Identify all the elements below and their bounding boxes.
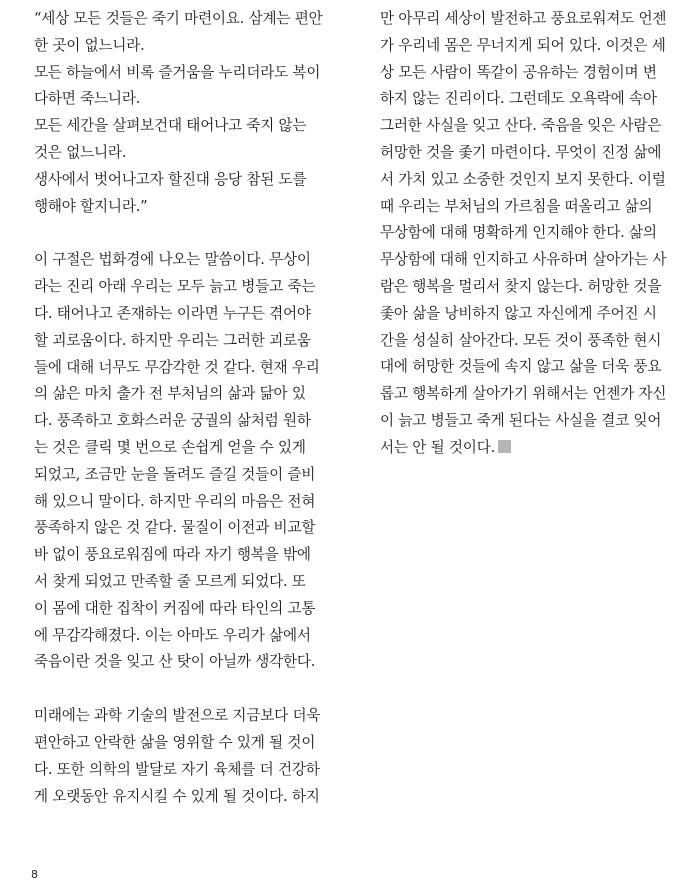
text-line: 되었고, 조금만 눈을 돌려도 즐길 것들이 즐비 [34,465,316,483]
text-line: 는 것은 클릭 몇 번으로 손쉽게 얻을 수 있게 [34,438,306,456]
text-line: 이 구절은 법화경에 나오는 말씀이다. 무상이 [34,251,311,269]
text-line: 허망한 것을 좇기 마련이다. 무엇이 진정 삶에 [380,143,662,161]
text-line: 가 우리네 몸은 무너지게 되어 있다. 이것은 세 [380,36,666,54]
text-line: 람은 행복을 멀리서 찾지 않는다. 허망한 것을 [380,277,662,295]
text-line: 해 있으니 말이다. 하지만 우리의 마음은 전혀 [34,492,316,510]
right-text-column [380,6,674,462]
text-line: 것은 없느니라. [34,143,127,161]
text-line: 모든 하늘에서 비록 즐거움을 누리더라도 복이 [34,63,321,81]
text-line: 간을 성실히 살아간다. 모든 것이 풍족한 현시 [380,331,662,349]
text-line: 라는 진리 아래 우리는 모두 늙고 병들고 죽는 [34,278,316,296]
text-line: 미래에는 과학 기술의 발전으로 지금보다 더욱 [34,707,321,725]
text-line: 게 오랫동안 유지시킬 수 있게 될 것이다. 하지 [34,787,320,805]
text-line: 편안하고 안락한 삶을 영위할 수 있게 될 것이 [34,733,316,751]
text-line: 행해야 할지니라.” [34,197,148,215]
text-line: 의 삶은 마치 출가 전 부처님의 삶과 닮아 있 [34,385,306,403]
text-line: 죽음이란 것을 잊고 산 탓이 아닐까 생각한다. [34,653,316,671]
text-line: “세상 모든 것들은 죽기 마련이요. 삼계는 편안 [34,10,323,27]
left-text-column [34,6,328,810]
text-line: 서 가치 있고 소중한 것인지 보지 못한다. 이럴 [380,170,666,188]
text-line: 서 찾게 되었고 만족할 줄 모르게 되었다. 또 [34,572,306,590]
text-line: 상 모든 사람이 똑같이 공유하는 경험이며 변 [380,63,657,81]
text-line: 바 없이 풍요로워짐에 따라 자기 행복을 밖에 [34,546,311,564]
text-line-content: 서는 안 될 것이다. [380,438,496,456]
text-line: 무상함에 대해 명확하게 인지해야 한다. 삶의 [380,224,657,242]
text-line: 다. 또한 의학의 발달로 자기 육체를 더 건강하 [34,760,320,778]
text-line: 에 무감각해졌다. 이는 아마도 우리가 삶에서 [34,626,311,644]
text-line: 다. 태어나고 존재하는 이라면 누구든 겪어야 [34,304,311,322]
text-line: 때 우리는 부처님의 가르침을 떠올리고 삶의 [380,197,653,215]
text-line: 풍족하지 않은 것 같다. 물질이 이전과 비교할 [34,519,316,537]
page-number: 8 [31,868,38,881]
text-line: 이 몸에 대한 집착이 커짐에 따라 타인의 고통 [34,599,316,617]
text-line: 모든 세간을 살펴보건대 태어나고 죽지 않는 [34,117,307,135]
end-of-article-square-icon [498,440,511,453]
commentary-paragraph [34,247,328,676]
continuation-paragraph [380,6,674,462]
last-text-line [380,435,674,462]
text-line: 생사에서 벗어나고자 할진대 응당 참된 도를 [34,170,307,188]
text-line: 이 늙고 병들고 죽게 된다는 사실을 결코 잊어 [380,411,662,429]
text-line: 대에 허망한 것들에 속지 않고 삶을 더욱 풍요 [380,358,662,376]
future-paragraph [34,703,328,810]
sutra-quote-paragraph [34,6,328,220]
text-line: 다하면 죽느니라. [34,90,141,108]
text-line: 다. 풍족하고 호화스러운 궁궐의 삶처럼 원하 [34,412,311,430]
paragraph-gap [34,220,328,247]
text-line: 들에 대해 너무도 무감각한 것 같다. 현재 우리 [34,358,320,376]
text-line: 그러한 사실을 잊고 산다. 죽음을 잊은 사람은 [380,117,662,135]
text-line: 무상함에 대해 인지하고 사유하며 살아가는 사 [380,251,667,269]
text-line: 할 괴로움이다. 하지만 우리는 그러한 괴로움 [34,331,311,349]
text-line: 롭고 행복하게 살아가기 위해서는 언젠가 자신 [380,385,667,403]
text-line: 한 곳이 없느니라. [34,36,145,54]
text-line: 하지 않는 진리이다. 그런데도 오욕락에 속아 [380,90,657,108]
paragraph-gap [34,676,328,703]
text-line: 만 아무리 세상이 발전하고 풍요로워져도 언젠 [380,10,667,27]
text-line: 좇아 삶을 낭비하지 않고 자신에게 주어진 시 [380,304,657,322]
